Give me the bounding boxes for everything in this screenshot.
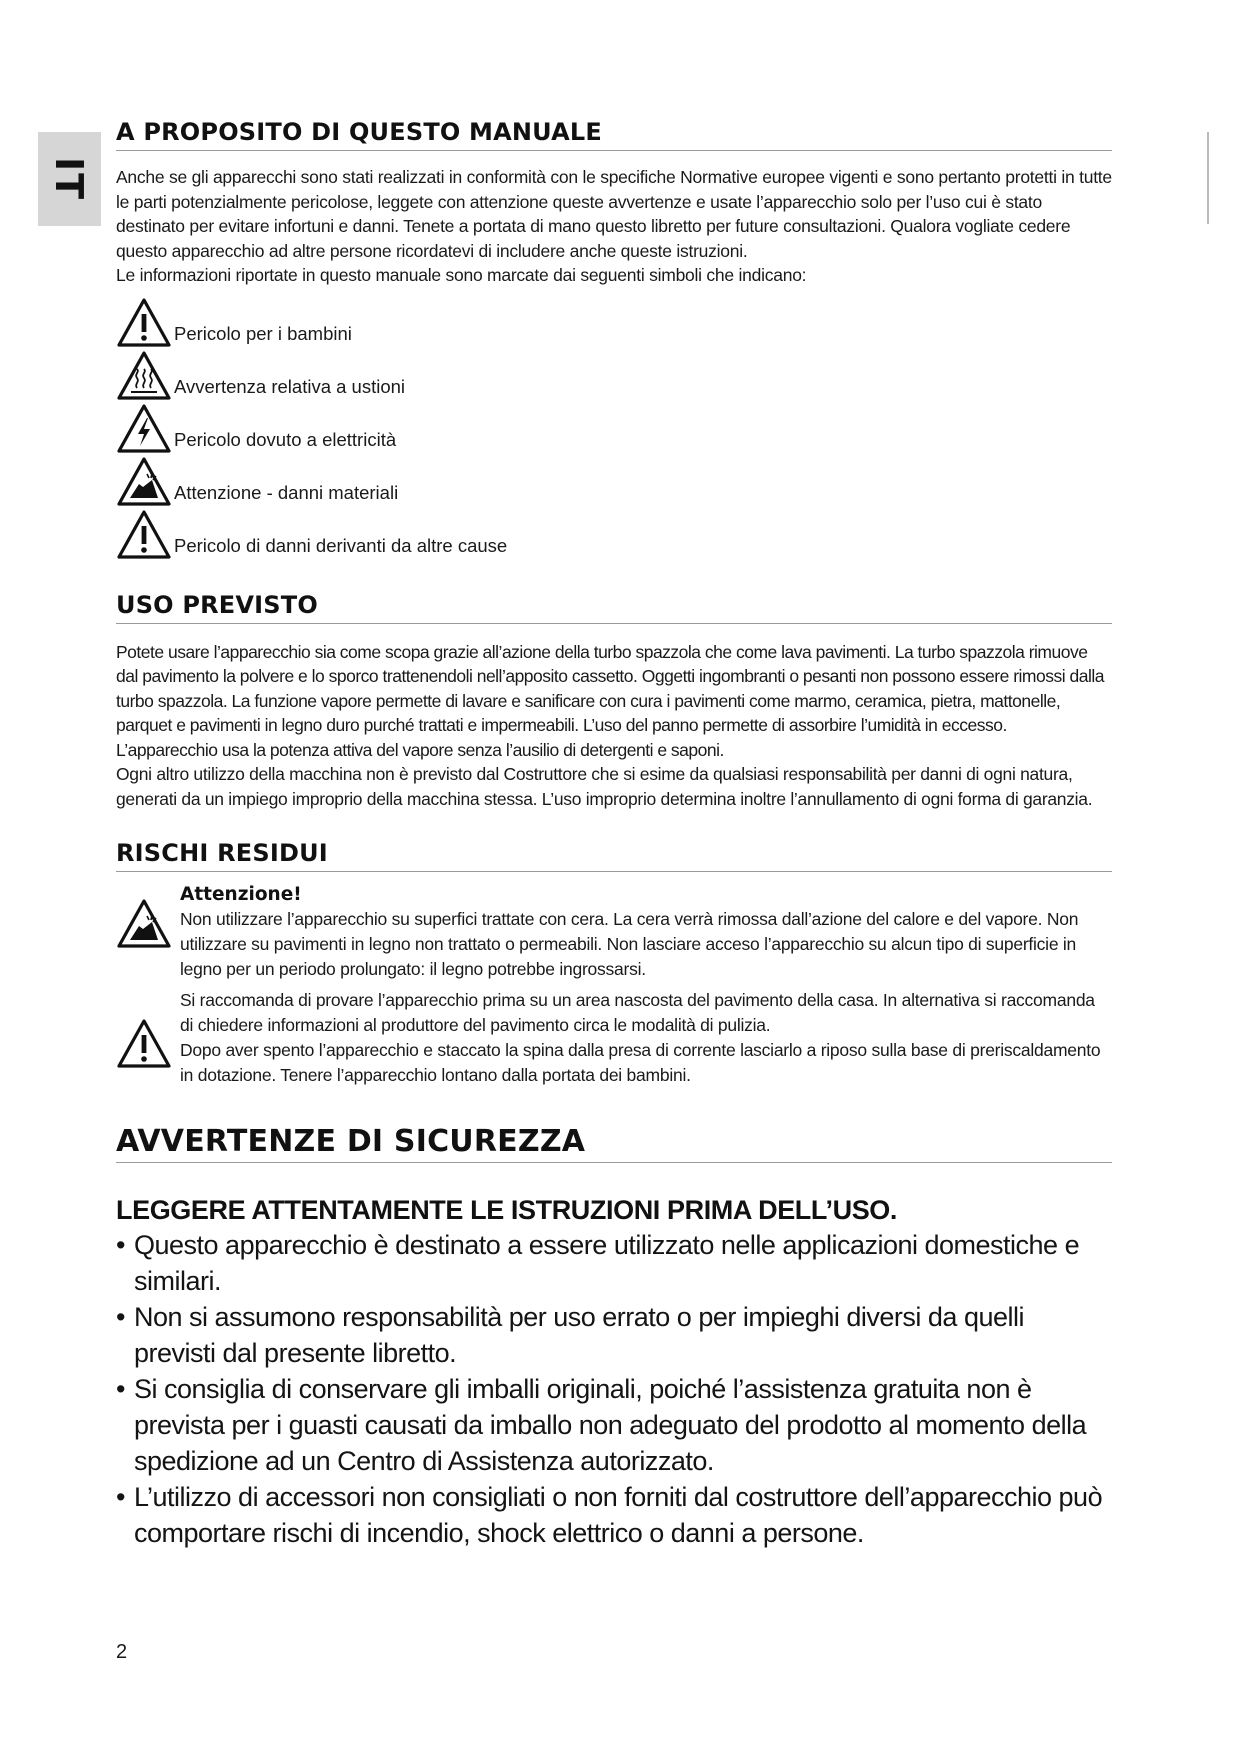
manual-intro-paragraph: Anche se gli apparecchi sono stati realizzati in conformità con le specifiche Normative europee vigenti e sono pertanto protetti in tutte le parti potenzialmente pericolose, leggete con attenzione queste avvertenze e usate l’apparecchio solo per l’uso cui è stato destinato per evitare infortuni e danni. Tenete a portata di mano questo libretto per future consultazioni. Qualora vogliate cedere questo apparecchio ad altre persone ricordatevi di includere anche queste istruzioni. [116, 167, 1112, 261]
page-content [116, 118, 1112, 1551]
risk-body-other [180, 988, 1112, 1088]
symbol-row-electric [116, 402, 1112, 455]
warning-burn-icon [116, 350, 172, 402]
risk-icon-wrap [116, 988, 180, 1088]
risk-block-other [116, 988, 1112, 1088]
section-title-sicurezza: AVVERTENZE DI SICUREZZA [116, 1124, 1112, 1163]
risk-icon-wrap [116, 884, 180, 982]
symbol-row-other [116, 508, 1112, 561]
warning-other-icon [116, 509, 172, 561]
language-tab-label: IT [47, 156, 92, 202]
bullet-dot: • [116, 1302, 125, 1332]
section-title-manual: A PROPOSITO DI QUESTO MANUALE [116, 118, 1112, 151]
symbol-label-electric: Pericolo dovuto a elettricità [174, 428, 397, 450]
risk-text-test-area: Si raccomanda di provare l’apparecchio prima su un area nascosta del pavimento della casa. In alternativa si raccomanda di chiedere informazioni al produttore del pavimento circa le modalità di pulizia. [180, 990, 1095, 1035]
safety-bullet-4 [116, 1479, 1112, 1551]
symbol-row-material-damage [116, 455, 1112, 508]
safety-subheading: LEGGERE ATTENTAMENTE LE ISTRUZIONI PRIMA DELL’USO. [116, 1195, 898, 1225]
uso-paragraph-1: Potete usare l’apparecchio sia come scopa grazie all’azione della turbo spazzola che come lava pavimenti. La turbo spazzola rimuove dal pavimento la polvere e lo sporco trattenendoli nell’apposito cassetto. Oggetti ingombranti o pesanti non possono essere rimossi dalla turbo spazzola. La funzione vapore permette di lavare e sanificare con cura i pavimenti come marmo, ceramica, pietra, mattonelle, parquet e pavimenti in legno duro purché trattati e impermeabili. L’uso del panno permette di assorbire l’umidità in eccesso. L’apparecchio usa la potenza attiva del vapore senza l’ausilio di detergenti e saponi. [116, 641, 1104, 760]
symbol-row-children [116, 296, 1112, 349]
bullet-dot: • [116, 1374, 125, 1404]
symbol-label-burn: Avvertenza relativa a ustioni [174, 375, 406, 397]
symbol-label-material-damage: Attenzione - danni materiali [174, 481, 399, 503]
bullet-dot: • [116, 1482, 125, 1512]
symbol-legend [116, 296, 1112, 561]
risk-text-after-use: Dopo aver spento l’apparecchio e staccato la spina dalla presa di corrente lasciarlo a riposo sulla base di preriscaldamento in dotazione. Tenere l’apparecchio lontano dalla portata dei bambini. [180, 1040, 1101, 1085]
symbol-row-burn [116, 349, 1112, 402]
manual-symbols-intro: Le informazioni riportate in questo manuale sono marcate dai seguenti simboli che indicano: [116, 265, 807, 285]
symbol-label-children: Pericolo per i bambini [174, 322, 352, 344]
language-tab [38, 132, 101, 226]
uso-paragraph-2: Ogni altro utilizzo della macchina non è previsto dal Costruttore che si esime da qualsiasi responsabilità per danni di ogni natura, generati da un impiego improprio della macchina stessa. L’uso improprio determina inoltre l’annullamento di ogni forma di garanzia. [116, 764, 1093, 809]
risk-body-material [180, 884, 1112, 982]
bullet-dot: • [116, 1230, 125, 1260]
warning-material-damage-icon [116, 456, 172, 508]
warning-children-icon [116, 297, 172, 349]
safety-bullet-text: L’utilizzo di accessori non consigliati o non forniti dal costruttore dell’apparecchio può comportare rischi di incendio, shock elettrico o danni a persone. [134, 1482, 1103, 1548]
risk-text-material: Non utilizzare l’apparecchio su superfici trattate con cera. La cera verrà rimossa dall’azione del calore e del vapore. Non utilizzare su pavimenti in legno non trattato o permeabili. Non lasciare acceso l’apparecchio su alcun tipo di superficie in legno per un periodo prolungato: il legno potrebbe ingrossarsi. [180, 909, 1079, 979]
safety-bullet-text: Non si assumono responsabilità per uso errato o per impieghi diversi da quelli previsti dal presente libretto. [134, 1302, 1024, 1368]
safety-bullet-list [116, 1227, 1112, 1551]
warning-material-damage-icon [116, 898, 172, 950]
warning-electric-icon [116, 403, 172, 455]
page-edge-mark [1207, 132, 1209, 224]
symbol-label-other: Pericolo di danni derivanti da altre cause [174, 534, 508, 556]
safety-bullet-3 [116, 1371, 1112, 1479]
safety-bullet-2 [116, 1299, 1112, 1371]
safety-bullet-text: Questo apparecchio è destinato a essere utilizzato nelle applicazioni domestiche e similari. [134, 1230, 1080, 1296]
risk-block-material [116, 884, 1112, 982]
safety-bullet-1 [116, 1227, 1112, 1299]
section-title-uso: USO PREVISTO [116, 591, 1112, 624]
attention-heading: Attenzione! [180, 884, 302, 905]
warning-other-icon [116, 1018, 172, 1070]
section-title-rischi: RISCHI RESIDUI [116, 839, 1112, 872]
safety-bullet-text: Si consiglia di conservare gli imballi originali, poiché l’assistenza gratuita non è prevista per i guasti causati da imballo non adeguato del prodotto al momento della spedizione ad un Centro di Assistenza autorizzato. [134, 1374, 1087, 1476]
page-number: 2 [116, 1641, 128, 1663]
